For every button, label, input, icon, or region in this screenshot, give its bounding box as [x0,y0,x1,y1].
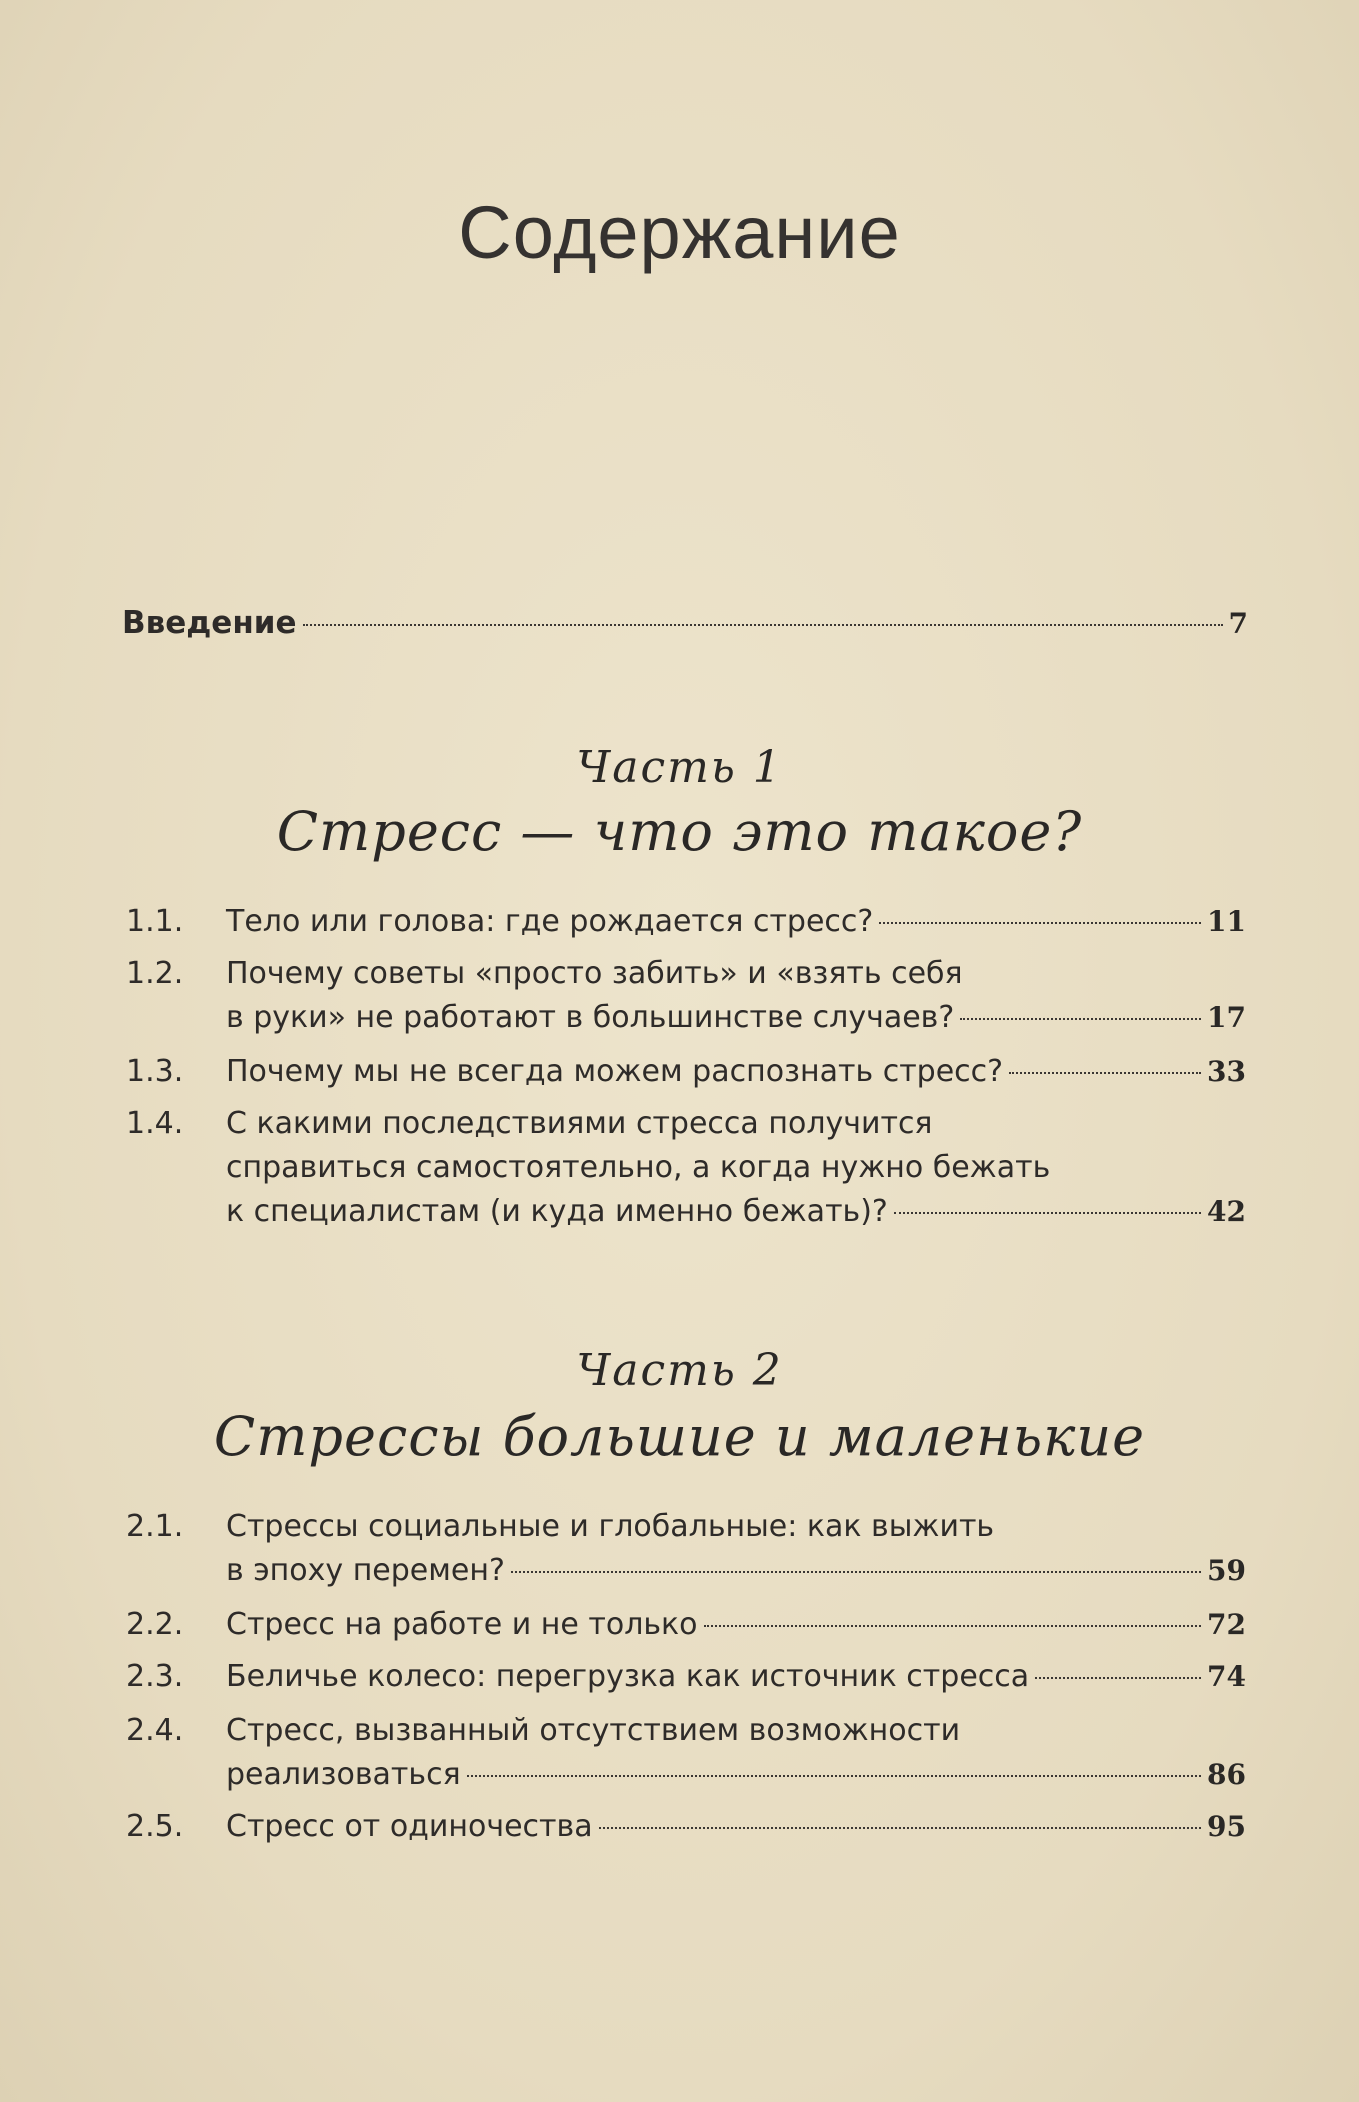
part-2-title: Стрессы большие и маленькие [213,1405,1146,1468]
dot-leader [303,624,1223,626]
toc-entry-number: 2.1. [126,1509,184,1544]
toc-page-number: 72 [1207,1608,1246,1641]
toc-entry [126,1102,1246,1234]
dot-leader [960,1018,1201,1020]
toc-entry-number: 2.4. [126,1713,184,1748]
part-2-label: Часть 2 [576,1345,783,1396]
toc-entry-last-line [226,996,1246,1040]
toc-entry [126,952,1246,1040]
toc-entry-body [226,1102,1246,1234]
toc-entry-text-line: Стресс, вызванный отсутствием возможности [226,1713,961,1748]
dot-leader [1009,1072,1201,1074]
dot-leader [894,1212,1201,1214]
toc-entry-number: 2.2. [126,1607,184,1642]
toc-entry-text-line: в руки» не работают в большинстве случаев? [226,1000,955,1035]
toc-entry-last-line [226,1655,1246,1699]
toc-entry-last-line [226,1603,1246,1647]
toc-entry-text-line: Стрессы социальные и глобальные: как выжить [226,1509,995,1544]
toc-entry-body [226,1805,1246,1849]
toc-page-number: 7 [1228,607,1248,640]
toc-entry-last-line [226,1805,1246,1849]
toc-entry-last-line [226,1050,1246,1094]
dot-leader [704,1625,1201,1627]
toc-entry-number: 1.2. [126,956,184,991]
toc-entry [126,1709,1246,1797]
toc-entry-label: Введение [122,605,297,641]
toc-entry [126,1655,1246,1699]
toc-entry-text-line: к специалистам (и куда именно бежать)? [226,1194,888,1229]
dot-leader [599,1827,1201,1829]
toc-entry-last-line [226,1190,1246,1234]
page-title: Содержание [458,191,901,274]
toc-entry-body [226,1050,1246,1094]
toc-entry-number: 2.5. [126,1809,184,1844]
toc-entry-body [226,1603,1246,1647]
toc-entry [126,1050,1246,1094]
dot-leader [1035,1677,1201,1679]
toc-entry-number: 1.3. [126,1054,184,1089]
toc-entry-text-line: Стресс на работе и не только [226,1607,698,1642]
toc-page-number: 11 [1207,905,1246,938]
toc-entry-text-line: Тело или голова: где рождается стресс? [226,904,874,939]
toc-entry-number: 1.1. [126,904,184,939]
toc-entry-body [226,1505,1246,1593]
toc-page-number: 17 [1207,1001,1246,1034]
toc-entry-text-line: Почему советы «просто забить» и «взять себя [226,956,963,991]
toc-entry-number: 1.4. [126,1106,184,1141]
toc-entry-body [226,952,1246,1040]
toc-entry-text-line: Почему мы не всегда можем распознать стресс? [226,1054,1004,1089]
toc-page-number: 95 [1207,1810,1246,1843]
toc-entry-text-line: Стресс от одиночества [226,1809,593,1844]
toc-page-number: 42 [1207,1195,1246,1228]
toc-entry-text-line: С какими последствиями стресса получится [226,1106,933,1141]
part-1-entries [126,900,1246,1234]
toc-entry-last-line [226,1753,1246,1797]
part-1-title: Стресс — что это такое? [276,800,1083,863]
toc-page-number: 33 [1207,1055,1246,1088]
toc-page-number: 74 [1207,1660,1246,1693]
dot-leader [467,1775,1201,1777]
toc-entry-last-line [226,1549,1246,1593]
toc-entry-body [226,1709,1246,1797]
toc-entry-body [226,900,1246,944]
toc-entry-number: 2.3. [126,1659,184,1694]
toc-page-number: 59 [1207,1554,1246,1587]
dot-leader [511,1571,1201,1573]
toc-entry [126,1603,1246,1647]
toc-entry-text-line: в эпоху перемен? [226,1553,505,1588]
toc-entry-text-line: Беличье колесо: перегрузка как источник стресса [226,1659,1030,1694]
toc-entry-introduction [122,605,1248,641]
toc-entry-last-line [226,900,1246,944]
toc-entry-text-line: справиться самостоятельно, а когда нужно бежать [226,1150,1051,1185]
toc-page-number: 86 [1207,1758,1246,1791]
toc-entry-text-line: реализоваться [226,1757,461,1792]
toc-entry [126,1805,1246,1849]
part-1-label: Часть 1 [576,742,783,793]
toc-entry [126,1505,1246,1593]
toc-entry-body [226,1655,1246,1699]
toc-entry [126,900,1246,944]
dot-leader [879,922,1201,924]
part-2-entries [126,1505,1246,1849]
